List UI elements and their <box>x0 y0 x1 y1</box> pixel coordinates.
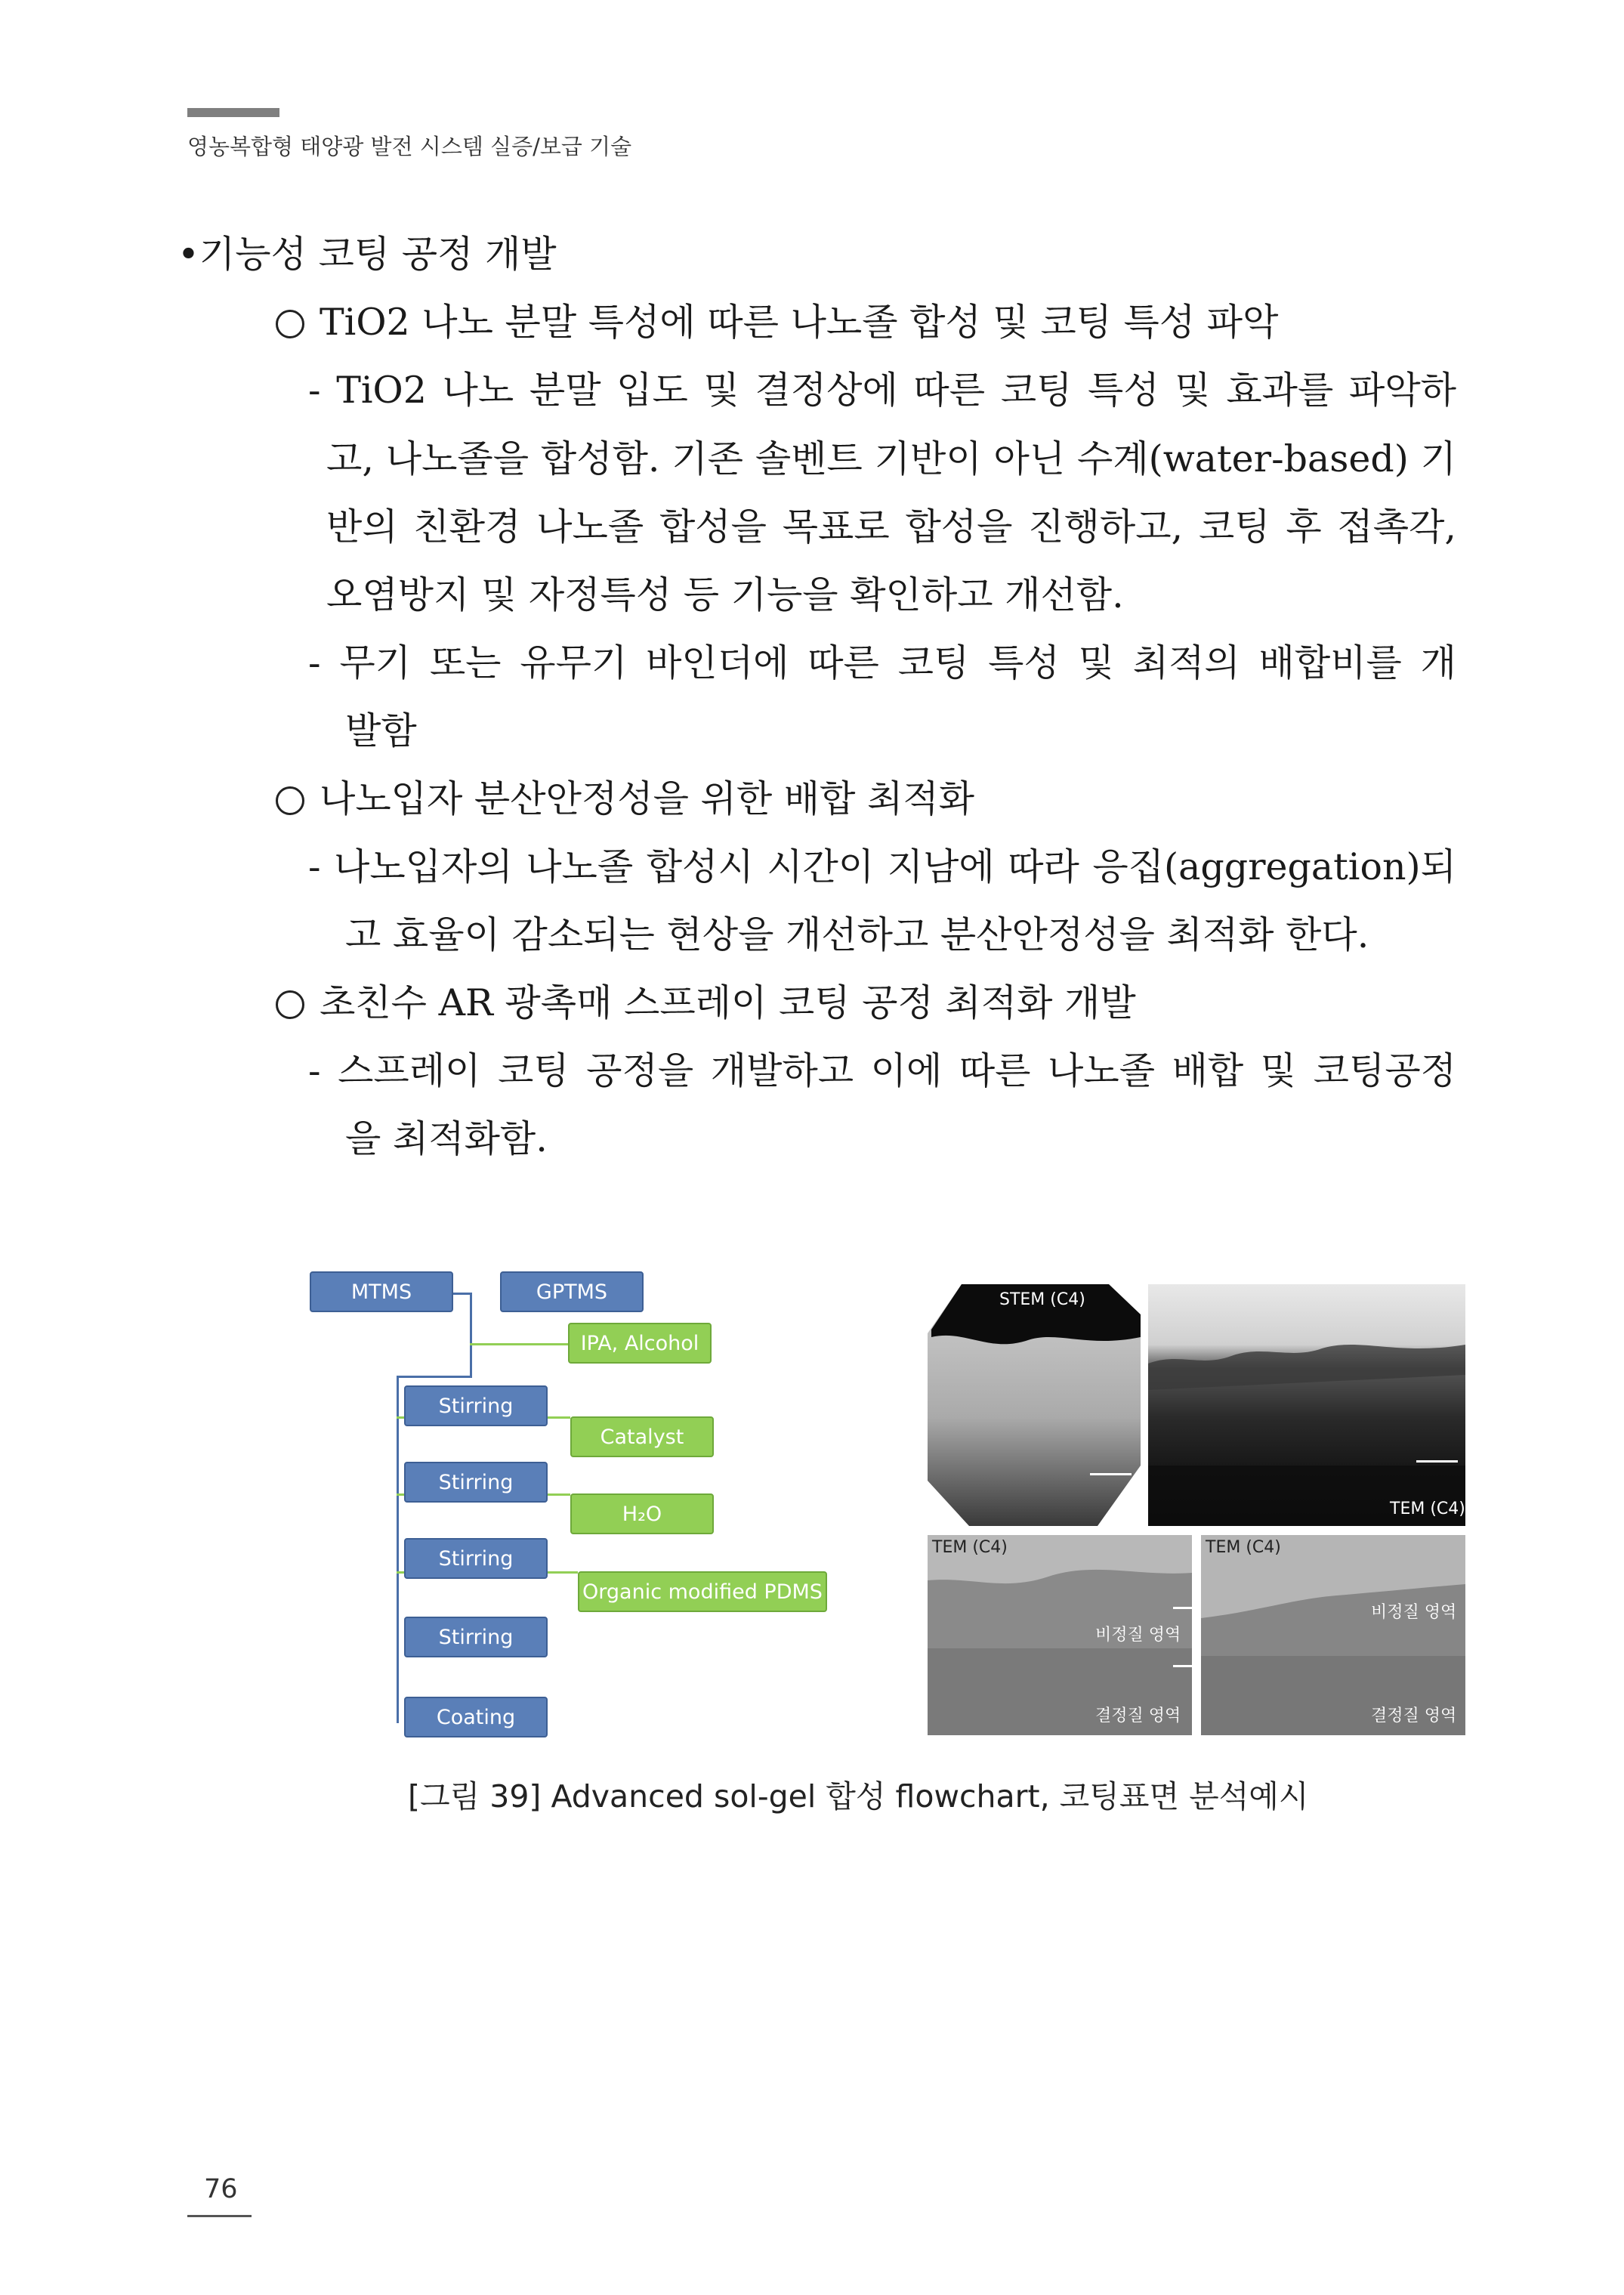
scale-mark <box>1416 1460 1458 1463</box>
item-1-sub-1-line-4: 오염방지 및 자정특성 등 기능을 확인하고 개선함. <box>326 573 1124 616</box>
gptms-box: GPTMS <box>500 1271 644 1312</box>
crystalline-label: 결정질 영역 <box>1095 1707 1181 1725</box>
connector <box>397 1376 399 1723</box>
organic-pdms-box: Organic modified PDMS <box>578 1571 827 1612</box>
section-bullet-title: •기능성 코팅 공정 개발 <box>178 233 557 276</box>
item-1-sub-1-line-1: - TiO2 나노 분말 입도 및 결정상에 따른 코팅 특성 및 효과를 파악하 <box>308 369 1456 412</box>
scale-mark <box>1090 1473 1132 1475</box>
item-2-sub-1-line-2: 고 효율이 감소되는 현상을 개선하고 분산안정성을 최적화 한다. <box>345 913 1369 956</box>
stem-micrograph <box>928 1284 1141 1526</box>
circle-bullet-icon <box>276 310 304 338</box>
stirring-box-1: Stirring <box>404 1385 548 1426</box>
item-1-sub-1-line-2: 고, 나노졸을 합성함. 기존 솔벤트 기반이 아닌 수계(water-based) 기 <box>326 437 1456 480</box>
stirring-box-3: Stirring <box>404 1538 548 1579</box>
coating-box: Coating <box>404 1697 548 1737</box>
stirring-box-2: Stirring <box>404 1462 548 1503</box>
figure-caption: [그림 39] Advanced sol-gel 합성 flowchart, 코팅표면 분석예시 <box>408 1778 1309 1815</box>
ipa-alcohol-box: IPA, Alcohol <box>568 1323 712 1364</box>
stem-label: STEM (C4) <box>999 1290 1085 1309</box>
amorphous-label: 비정질 영역 <box>1095 1626 1181 1645</box>
page-number: 76 <box>204 2174 238 2204</box>
running-title: 영농복합형 태양광 발전 시스템 실증/보급 기술 <box>187 134 632 159</box>
item-1-sub-2-line-1: - 무기 또는 유무기 바인더에 따른 코팅 특성 및 최적의 배합비를 개 <box>308 641 1456 684</box>
tem-image-bottom-right <box>1201 1535 1465 1735</box>
item-3-sub-1-line-2: 을 최적화함. <box>345 1117 548 1160</box>
tem-label-bottom-left: TEM (C4) <box>932 1538 1008 1557</box>
amorphous-label: 비정질 영역 <box>1371 1603 1457 1622</box>
stirring-box-4: Stirring <box>404 1617 548 1657</box>
item-heading-3: 초친수 AR 광촉매 스프레이 코팅 공정 최적화 개발 <box>276 981 1136 1026</box>
item-heading-2: 나노입자 분산안정성을 위한 배합 최적화 <box>276 777 974 822</box>
item-2-sub-1-line-1: - 나노입자의 나노졸 합성시 시간이 지남에 따라 응집(aggregation)되 <box>308 845 1456 888</box>
header-rule <box>187 108 279 117</box>
tem-label-top: TEM (C4) <box>1390 1500 1465 1518</box>
mtms-box: MTMS <box>310 1271 453 1312</box>
tem-image-bottom-left <box>928 1535 1192 1735</box>
scale-mark <box>1173 1607 1192 1609</box>
crystalline-label: 결정질 영역 <box>1371 1707 1457 1725</box>
tem-image-top <box>1148 1284 1465 1526</box>
connector <box>470 1343 568 1345</box>
connector <box>470 1293 472 1376</box>
item-1-sub-2-line-2: 발함 <box>345 709 417 752</box>
item-3-sub-1-line-1: - 스프레이 코팅 공정을 개발하고 이에 따른 나노졸 배합 및 코팅공정 <box>308 1049 1456 1092</box>
catalyst-box: Catalyst <box>570 1416 714 1457</box>
tem-micrograph <box>1148 1284 1465 1526</box>
stem-image <box>928 1284 1141 1526</box>
circle-bullet-icon <box>276 786 304 815</box>
footer-rule <box>187 2215 252 2217</box>
tem-label-bottom-right: TEM (C4) <box>1206 1538 1281 1557</box>
scale-mark <box>1173 1665 1192 1667</box>
h2o-box: H₂O <box>570 1493 714 1534</box>
circle-bullet-icon <box>276 990 304 1019</box>
connector <box>397 1376 472 1378</box>
sol-gel-flowchart <box>302 1265 846 1749</box>
item-1-sub-1-line-3: 반의 친환경 나노졸 합성을 목표로 합성을 진행하고, 코팅 후 접촉각, <box>326 505 1456 548</box>
item-heading-1: TiO2 나노 분말 특성에 따른 나노졸 합성 및 코팅 특성 파악 <box>276 300 1278 345</box>
